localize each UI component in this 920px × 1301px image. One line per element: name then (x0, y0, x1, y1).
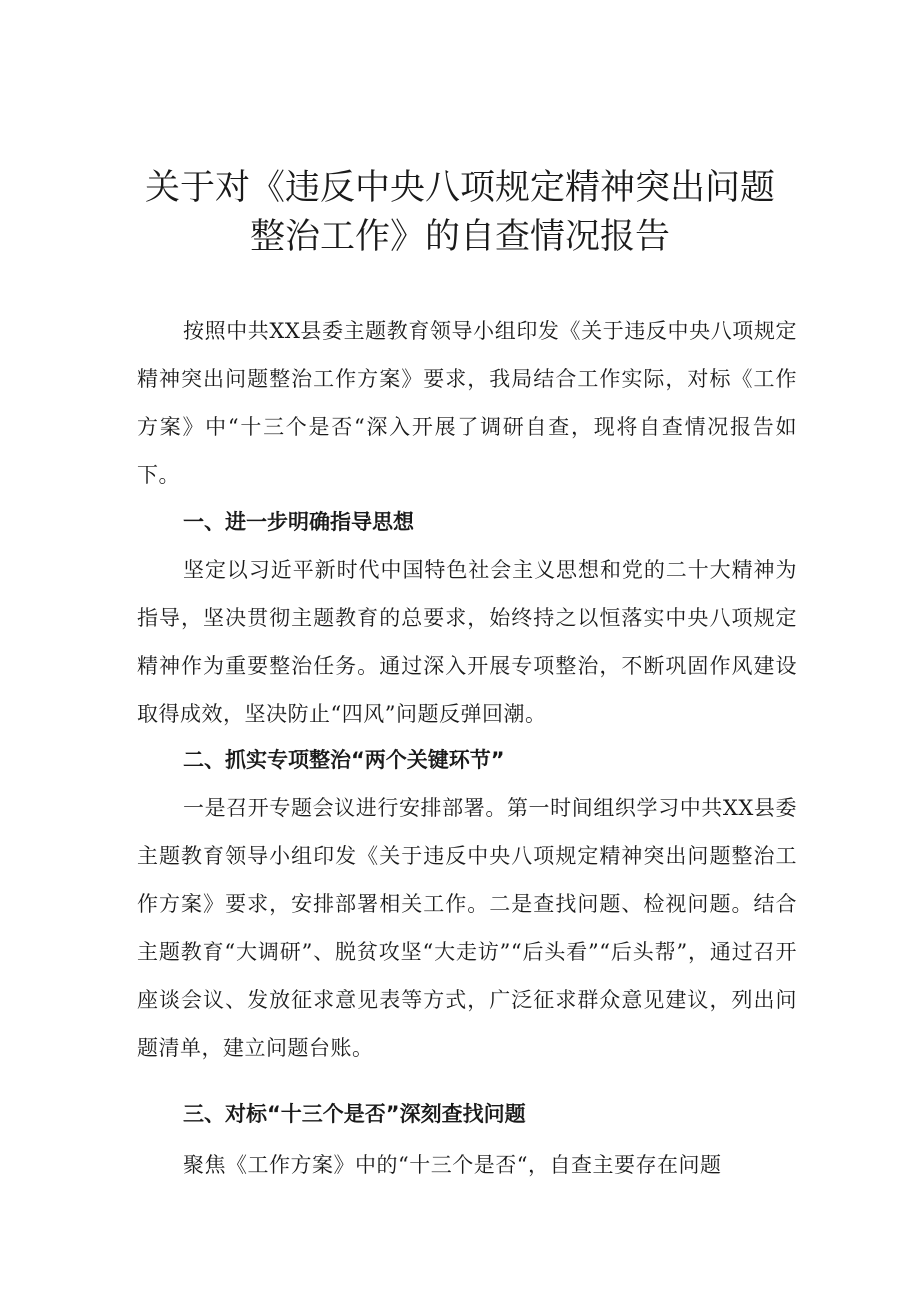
intro-paragraph: 按照中共XX县委主题教育领导小组印发《关于违反中央八项规定精神突出问题整治工作方案》要求，我局结合工作实际，对标《工作方案》中“十三个是否“深入开展了调研自查，现将自查情况报告如下。 (137, 319, 797, 487)
section-1-heading: 一、进一步明确指导思想 (183, 510, 414, 534)
document-title-line-2: 整治工作》的自查情况报告 (249, 217, 670, 257)
section-2-heading: 二、抓实专项整治“两个关键环节” (183, 748, 505, 772)
document-title-line-1: 关于对《违反中央八项规定精神突出问题 (144, 168, 775, 208)
section-3-heading: 三、对标“十三个是否”深刻查找问题 (183, 1102, 526, 1126)
section-2-paragraph: 一是召开专题会议进行安排部署。第一时间组织学习中共XX县委主题教育领导小组印发《关于违反中央八项规定精神突出问题整治工作方案》要求，安排部署相关工作。二是查找问题、检视问题。结合主题教育“大调研”、脱贫攻坚“大走访”“后头看”“后头帮”，通过召开座谈会议、发放征求意见表等方式，广泛征求群众意见建议，列出问题清单，建立问题台账。 (137, 796, 797, 1060)
section-1-paragraph: 坚定以习近平新时代中国特色社会主义思想和党的二十大精神为指导，坚决贯彻主题教育的总要求，始终持之以恒落实中央八项规定精神作为重要整治任务。通过深入开展专项整治，不断巩固作风建设取得成效，坚决防止“四风”问题反弹回潮。 (137, 558, 797, 726)
section-3-paragraph: 聚焦《工作方案》中的“十三个是否“，自查主要存在问题 (183, 1153, 722, 1177)
